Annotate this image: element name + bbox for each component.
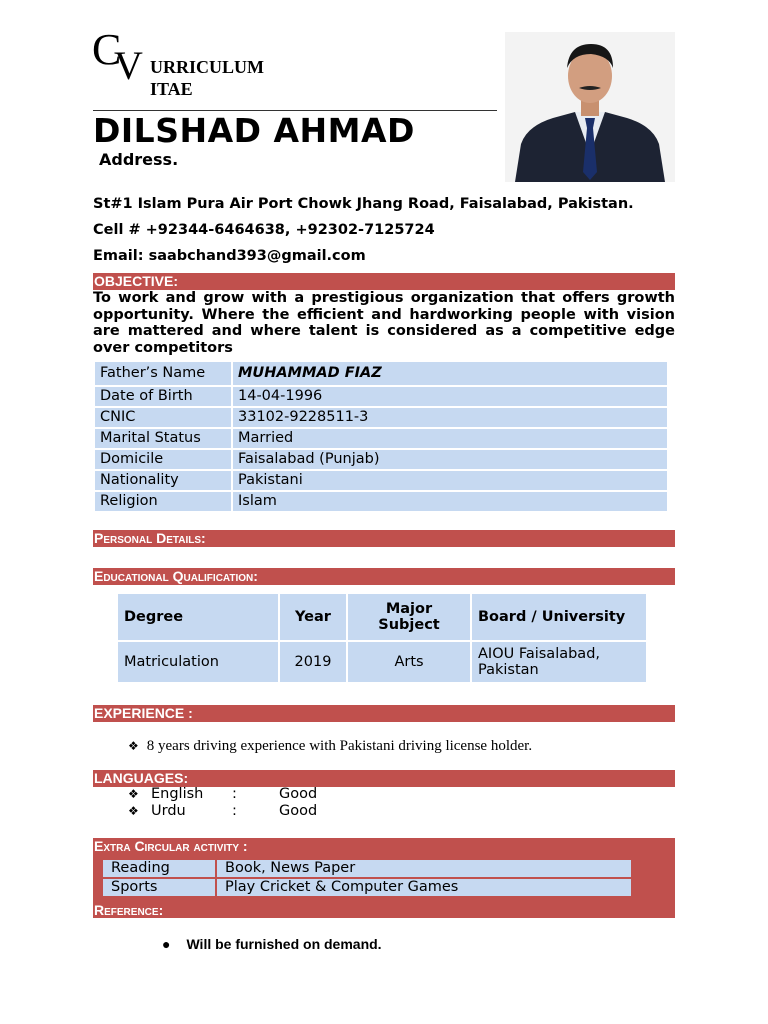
cv-logo-v: V	[114, 43, 143, 88]
objective-header: OBJECTIVE:	[93, 273, 675, 290]
experience-item	[128, 737, 532, 755]
profile-photo	[505, 32, 675, 182]
personal-detail-row	[95, 408, 667, 427]
personal-detail-value: 14-04-1996	[233, 387, 667, 406]
extra-activity-row	[103, 860, 631, 877]
language-level: Good	[279, 786, 318, 802]
personal-detail-label: Religion	[95, 492, 231, 511]
personal-detail-value: Married	[233, 429, 667, 448]
personal-detail-row	[95, 471, 667, 490]
personal-detail-value: Islam	[233, 492, 667, 511]
education-col-year: Year	[280, 594, 346, 640]
education-year-cell: 2019	[280, 642, 346, 682]
experience-header: EXPERIENCE :	[93, 705, 675, 722]
language-sep: :	[232, 803, 237, 819]
personal-detail-row	[95, 450, 667, 469]
personal-details-header: Personal Details:	[93, 530, 675, 547]
diamond-bullet-icon: ❖	[128, 739, 139, 753]
personal-detail-row	[95, 387, 667, 406]
reference-item	[162, 935, 382, 953]
personal-detail-value: 33102-9228511-3	[233, 408, 667, 427]
personal-detail-label: Nationality	[95, 471, 231, 490]
candidate-name: DILSHAD AHMAD	[93, 111, 415, 150]
personal-detail-value: MUHAMMAD FIAZ	[233, 362, 667, 385]
personal-detail-row	[95, 362, 667, 385]
education-board-cell: AIOU Faisalabad, Pakistan	[472, 642, 646, 682]
reference-header: Reference:	[94, 902, 164, 918]
personal-detail-label: Marital Status	[95, 429, 231, 448]
education-major-cell: Arts	[348, 642, 470, 682]
extra-activity-header: Extra Circular activity :	[94, 838, 248, 854]
reference-text: Will be furnished on demand.	[186, 936, 382, 952]
personal-detail-label: CNIC	[95, 408, 231, 427]
education-header: Educational Qualification:	[93, 568, 675, 585]
language-item-urdu	[128, 803, 318, 820]
diamond-bullet-icon: ❖	[128, 804, 139, 818]
education-table	[116, 592, 648, 684]
language-name: Urdu	[151, 803, 186, 819]
languages-header: LANGUAGES:	[93, 770, 675, 787]
personal-detail-row	[95, 492, 667, 511]
personal-details-table	[93, 360, 669, 513]
education-col-major: Major Subject	[348, 594, 470, 640]
personal-detail-row	[95, 429, 667, 448]
extra-activity-table	[101, 858, 633, 898]
extra-activity-label: Sports	[103, 879, 215, 896]
language-name: English	[151, 786, 204, 802]
education-col-board: Board / University	[472, 594, 646, 640]
person-portrait-icon	[505, 32, 675, 182]
email-line: Email: saabchand393@gmail.com	[93, 248, 366, 264]
extra-activity-row	[103, 879, 631, 896]
cell-line: Cell # +92344-6464638, +92302-7125724	[93, 222, 435, 238]
extra-activity-value: Play Cricket & Computer Games	[217, 879, 631, 896]
education-degree-cell: Matriculation	[118, 642, 278, 682]
experience-text: 8 years driving experience with Pakistani driving license holder.	[146, 738, 533, 754]
language-level: Good	[279, 803, 318, 819]
address-label: Address.	[99, 150, 179, 169]
round-bullet-icon: ●	[162, 936, 171, 952]
personal-detail-label: Domicile	[95, 450, 231, 469]
cv-logo-c: C	[92, 25, 122, 74]
address-line: St#1 Islam Pura Air Port Chowk Jhang Road, Faisalabad, Pakistan.	[93, 196, 634, 212]
diamond-bullet-icon: ❖	[128, 787, 139, 801]
extra-activity-label: Reading	[103, 860, 215, 877]
personal-detail-label: Date of Birth	[95, 387, 231, 406]
cv-logo-line1: URRICULUM	[150, 57, 264, 77]
language-sep: :	[232, 786, 237, 802]
personal-detail-value: Faisalabad (Punjab)	[233, 450, 667, 469]
personal-detail-label: Father’s Name	[95, 362, 231, 385]
education-col-degree: Degree	[118, 594, 278, 640]
personal-detail-value: Pakistani	[233, 471, 667, 490]
cv-logo-line2: ITAE	[150, 79, 193, 99]
objective-text: To work and grow with a prestigious organization that offers growth opportunity. Where the efficient and hardworking people with vision are mattered and where talent is considered as a competitive edge over competitors	[93, 290, 675, 356]
language-item-english	[128, 786, 318, 803]
extra-activity-value: Book, News Paper	[217, 860, 631, 877]
